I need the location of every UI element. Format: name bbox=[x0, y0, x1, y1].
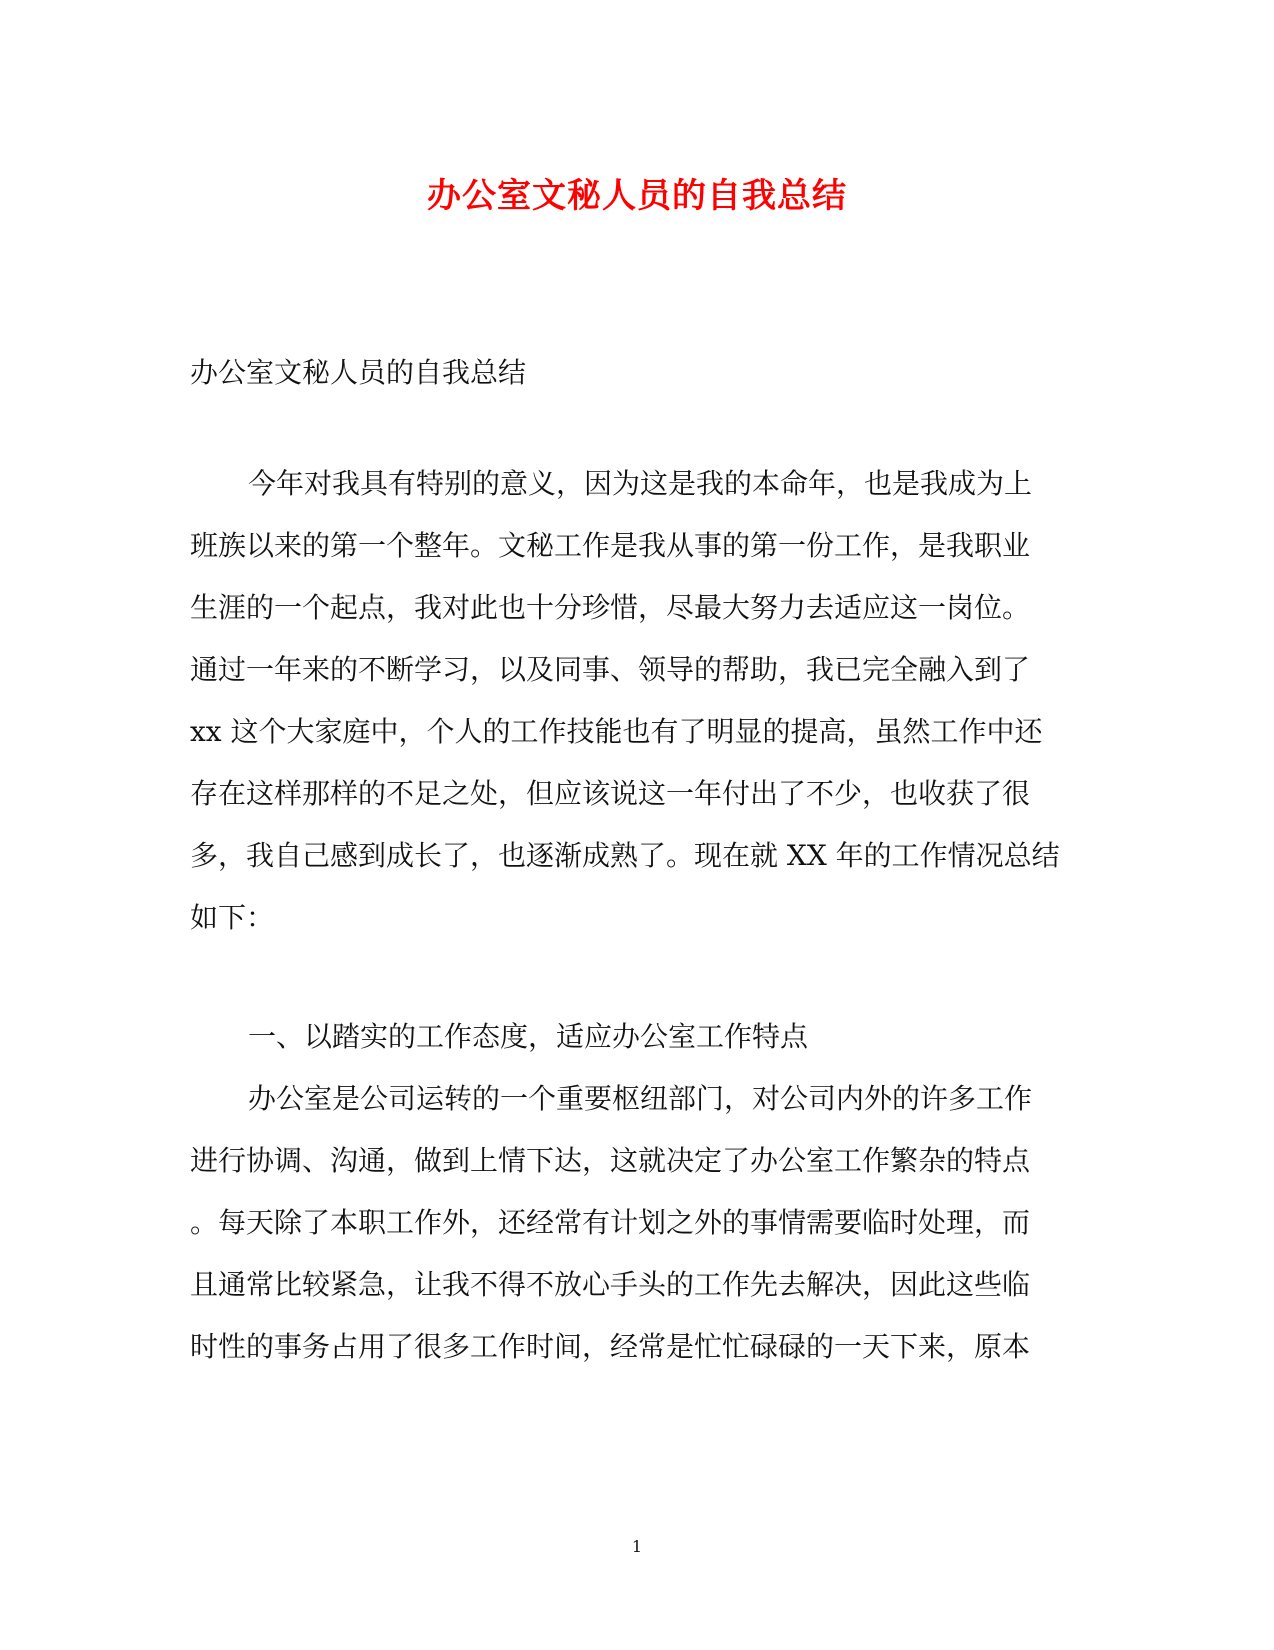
document-title: 办公室文秘人员的自我总结 bbox=[427, 176, 847, 216]
section-heading: 一、以踏实的工作态度，适应办公室工作特点 bbox=[248, 1020, 809, 1053]
paragraph-line: 生涯的一个起点，我对此也十分珍惜，尽最大努力去适应这一岗位。 bbox=[190, 591, 1031, 624]
paragraph-line: 班族以来的第一个整年。文秘工作是我从事的第一份工作，是我职业 bbox=[190, 529, 1031, 562]
paragraph-line: 多，我自己感到成长了，也逐渐成熟了。现在就 XX 年的工作情况总结 bbox=[190, 839, 1060, 872]
paragraph-line: 今年对我具有特别的意义，因为这是我的本命年，也是我成为上 bbox=[248, 467, 1033, 500]
paragraph-line: 存在这样那样的不足之处，但应该说这一年付出了不少，也收获了很 bbox=[190, 777, 1031, 810]
paragraph-line: 时性的事务占用了很多工作时间，经常是忙忙碌碌的一天下来，原本 bbox=[190, 1330, 1031, 1363]
paragraph-line: 。每天除了本职工作外，还经常有计划之外的事情需要临时处理，而 bbox=[190, 1206, 1031, 1239]
paragraph-line: 如下： bbox=[190, 901, 275, 934]
document-subtitle: 办公室文秘人员的自我总结 bbox=[190, 356, 527, 389]
paragraph-line: 办公室是公司运转的一个重要枢纽部门，对公司内外的许多工作 bbox=[248, 1082, 1033, 1115]
paragraph-line: 进行协调、沟通，做到上情下达，这就决定了办公室工作繁杂的特点 bbox=[190, 1144, 1031, 1177]
page-number: 1 bbox=[631, 1537, 643, 1556]
paragraph-line: 通过一年来的不断学习，以及同事、领导的帮助，我已完全融入到了 bbox=[190, 653, 1031, 686]
paragraph-line: 且通常比较紧急，让我不得不放心手头的工作先去解决，因此这些临 bbox=[190, 1268, 1031, 1301]
paragraph-line: xx 这个大家庭中，个人的工作技能也有了明显的提高，虽然工作中还 bbox=[190, 715, 1043, 748]
